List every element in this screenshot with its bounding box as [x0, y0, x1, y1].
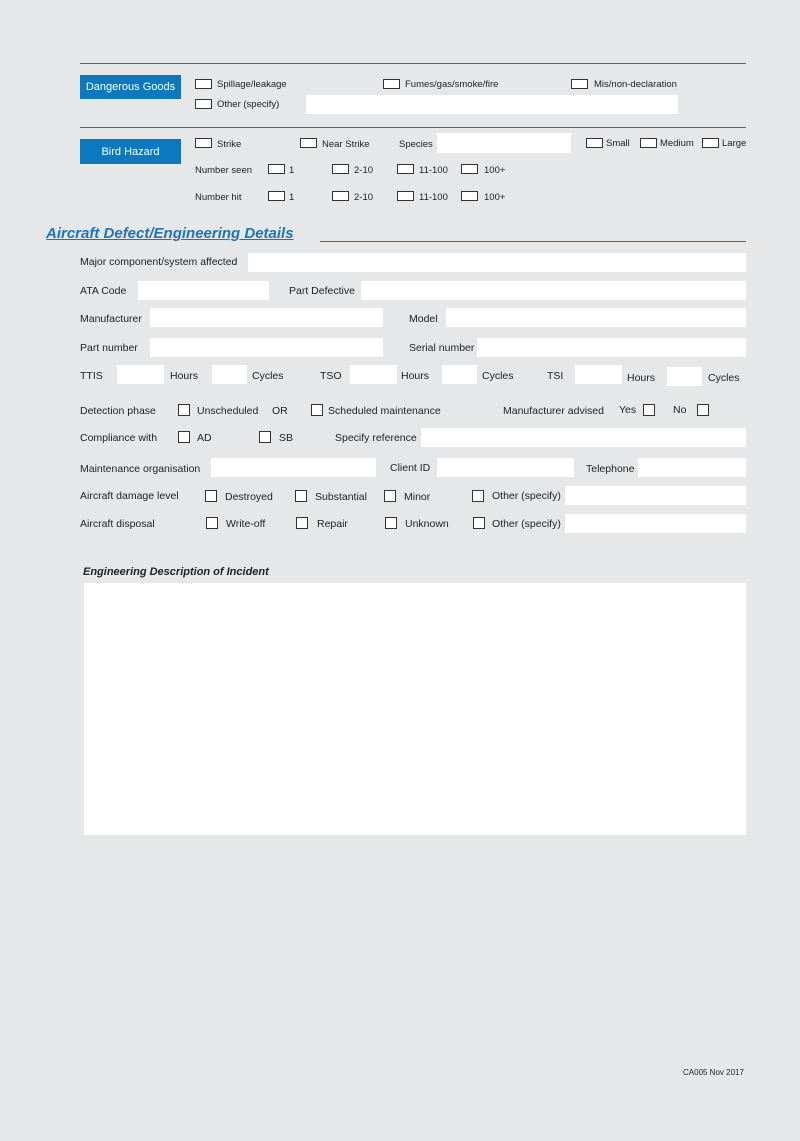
unscheduled-label: Unscheduled	[197, 405, 259, 417]
client-id-label: Client ID	[390, 462, 431, 474]
damage-level-label: Aircraft damage level	[80, 490, 179, 502]
hit-1-label: 1	[289, 192, 295, 203]
ttis-cycles-input[interactable]	[212, 365, 247, 384]
part-number-label: Part number	[80, 342, 138, 354]
tsi-cycles-label: Cycles	[708, 372, 740, 384]
seen-2-10-label: 2-10	[354, 165, 374, 176]
seen-11-100-label: 11-100	[419, 165, 448, 176]
minor-label: Minor	[404, 491, 431, 503]
medium-checkbox[interactable]	[640, 138, 657, 148]
hit-100plus-checkbox[interactable]	[461, 191, 478, 201]
unscheduled-checkbox[interactable]	[178, 404, 190, 416]
damage-other-input[interactable]	[565, 486, 746, 505]
disposal-other-input[interactable]	[565, 514, 746, 533]
specify-reference-label: Specify reference	[335, 432, 417, 444]
seen-1-checkbox[interactable]	[268, 164, 285, 174]
engineering-description-heading: Engineering Description of Incident	[83, 566, 269, 578]
serial-number-input[interactable]	[477, 338, 746, 357]
misdeclaration-checkbox[interactable]	[571, 79, 588, 89]
seen-11-100-checkbox[interactable]	[397, 164, 414, 174]
tso-hours-input[interactable]	[350, 365, 397, 384]
large-label: Large	[722, 138, 747, 149]
defect-rule	[320, 241, 746, 242]
unknown-checkbox[interactable]	[385, 517, 397, 529]
or-label: OR	[272, 405, 288, 417]
small-checkbox[interactable]	[586, 138, 603, 148]
write-off-checkbox[interactable]	[206, 517, 218, 529]
sb-checkbox[interactable]	[259, 431, 271, 443]
hit-2-10-label: 2-10	[354, 192, 374, 203]
dangerous-goods-tag: Dangerous Goods	[80, 75, 181, 99]
ad-checkbox[interactable]	[178, 431, 190, 443]
medium-label: Medium	[660, 138, 694, 149]
advised-yes-checkbox[interactable]	[643, 404, 655, 416]
compliance-label: Compliance with	[80, 432, 158, 444]
tsi-hours-label: Hours	[627, 372, 656, 384]
ata-code-input[interactable]	[138, 281, 269, 300]
maintenance-org-input[interactable]	[211, 458, 376, 477]
mid-rule	[80, 127, 746, 128]
major-component-label: Major component/system affected	[80, 256, 238, 268]
advised-no-checkbox[interactable]	[697, 404, 709, 416]
hit-2-10-checkbox[interactable]	[332, 191, 349, 201]
tsi-cycles-input[interactable]	[667, 367, 702, 386]
ttis-hours-input[interactable]	[117, 365, 164, 384]
detection-phase-label: Detection phase	[80, 405, 156, 417]
bird-hazard-tag: Bird Hazard	[80, 139, 181, 164]
hit-100plus-label: 100+	[484, 192, 506, 203]
write-off-label: Write-off	[226, 518, 266, 530]
disposal-label: Aircraft disposal	[80, 518, 155, 530]
tsi-label: TSI	[547, 370, 564, 382]
ad-label: AD	[197, 432, 212, 444]
dg-other-input[interactable]	[306, 95, 678, 114]
manufacturer-advised-label: Manufacturer advised	[503, 405, 604, 417]
spillage-checkbox[interactable]	[195, 79, 212, 89]
maintenance-org-label: Maintenance organisation	[80, 463, 201, 475]
fumes-label: Fumes/gas/smoke/fire	[405, 79, 499, 90]
serial-number-label: Serial number	[409, 342, 475, 354]
hit-1-checkbox[interactable]	[268, 191, 285, 201]
species-label: Species	[399, 139, 433, 150]
tso-cycles-input[interactable]	[442, 365, 477, 384]
dg-other-checkbox[interactable]	[195, 99, 212, 109]
scheduled-checkbox[interactable]	[311, 404, 323, 416]
form-code: CA005 Nov 2017	[683, 1068, 744, 1077]
near-strike-label: Near Strike	[322, 139, 370, 150]
manufacturer-input[interactable]	[150, 308, 383, 327]
top-rule	[80, 63, 746, 64]
no-label: No	[673, 404, 687, 416]
sb-label: SB	[279, 432, 294, 444]
tso-label: TSO	[320, 370, 342, 382]
disposal-other-label: Other (specify)	[492, 518, 561, 530]
telephone-label: Telephone	[586, 463, 635, 475]
number-hit-label: Number hit	[195, 192, 242, 203]
seen-1-label: 1	[289, 165, 295, 176]
damage-other-checkbox[interactable]	[472, 490, 484, 502]
species-input[interactable]	[437, 133, 571, 153]
part-defective-input[interactable]	[361, 281, 746, 300]
part-number-input[interactable]	[150, 338, 383, 357]
yes-label: Yes	[619, 404, 637, 416]
substantial-label: Substantial	[315, 491, 367, 503]
destroyed-label: Destroyed	[225, 491, 273, 503]
specify-reference-input[interactable]	[421, 428, 746, 447]
destroyed-checkbox[interactable]	[205, 490, 217, 502]
repair-label: Repair	[317, 518, 348, 530]
small-label: Small	[606, 138, 630, 149]
model-label: Model	[409, 313, 438, 325]
telephone-input[interactable]	[638, 458, 746, 477]
part-defective-label: Part Defective	[289, 285, 355, 297]
model-input[interactable]	[446, 308, 746, 327]
spillage-label: Spillage/leakage	[217, 79, 287, 90]
large-checkbox[interactable]	[702, 138, 719, 148]
ttis-label: TTIS	[80, 370, 103, 382]
scheduled-label: Scheduled maintenance	[328, 405, 441, 417]
defect-section-heading: Aircraft Defect/Engineering Details	[46, 225, 294, 242]
strike-checkbox[interactable]	[195, 138, 212, 148]
tsi-hours-input[interactable]	[575, 365, 622, 384]
seen-2-10-checkbox[interactable]	[332, 164, 349, 174]
tso-cycles-label: Cycles	[482, 370, 514, 382]
near-strike-checkbox[interactable]	[300, 138, 317, 148]
unknown-label: Unknown	[405, 518, 449, 530]
seen-100plus-label: 100+	[484, 165, 506, 176]
misdeclaration-label: Mis/non-declaration	[594, 79, 677, 90]
fumes-checkbox[interactable]	[383, 79, 400, 89]
repair-checkbox[interactable]	[296, 517, 308, 529]
tso-hours-label: Hours	[401, 370, 430, 382]
hit-11-100-label: 11-100	[419, 192, 448, 203]
ata-code-label: ATA Code	[80, 285, 127, 297]
ttis-cycles-label: Cycles	[252, 370, 284, 382]
substantial-checkbox[interactable]	[295, 490, 307, 502]
strike-label: Strike	[217, 139, 242, 150]
disposal-other-checkbox[interactable]	[473, 517, 485, 529]
dg-other-label: Other (specify)	[217, 99, 280, 110]
seen-100plus-checkbox[interactable]	[461, 164, 478, 174]
hit-11-100-checkbox[interactable]	[397, 191, 414, 201]
client-id-input[interactable]	[437, 458, 574, 477]
manufacturer-label: Manufacturer	[80, 313, 142, 325]
major-component-input[interactable]	[248, 253, 746, 272]
damage-other-label: Other (specify)	[492, 490, 561, 502]
engineering-description-textarea[interactable]	[84, 583, 746, 835]
ttis-hours-label: Hours	[170, 370, 199, 382]
minor-checkbox[interactable]	[384, 490, 396, 502]
number-seen-label: Number seen	[195, 165, 253, 176]
